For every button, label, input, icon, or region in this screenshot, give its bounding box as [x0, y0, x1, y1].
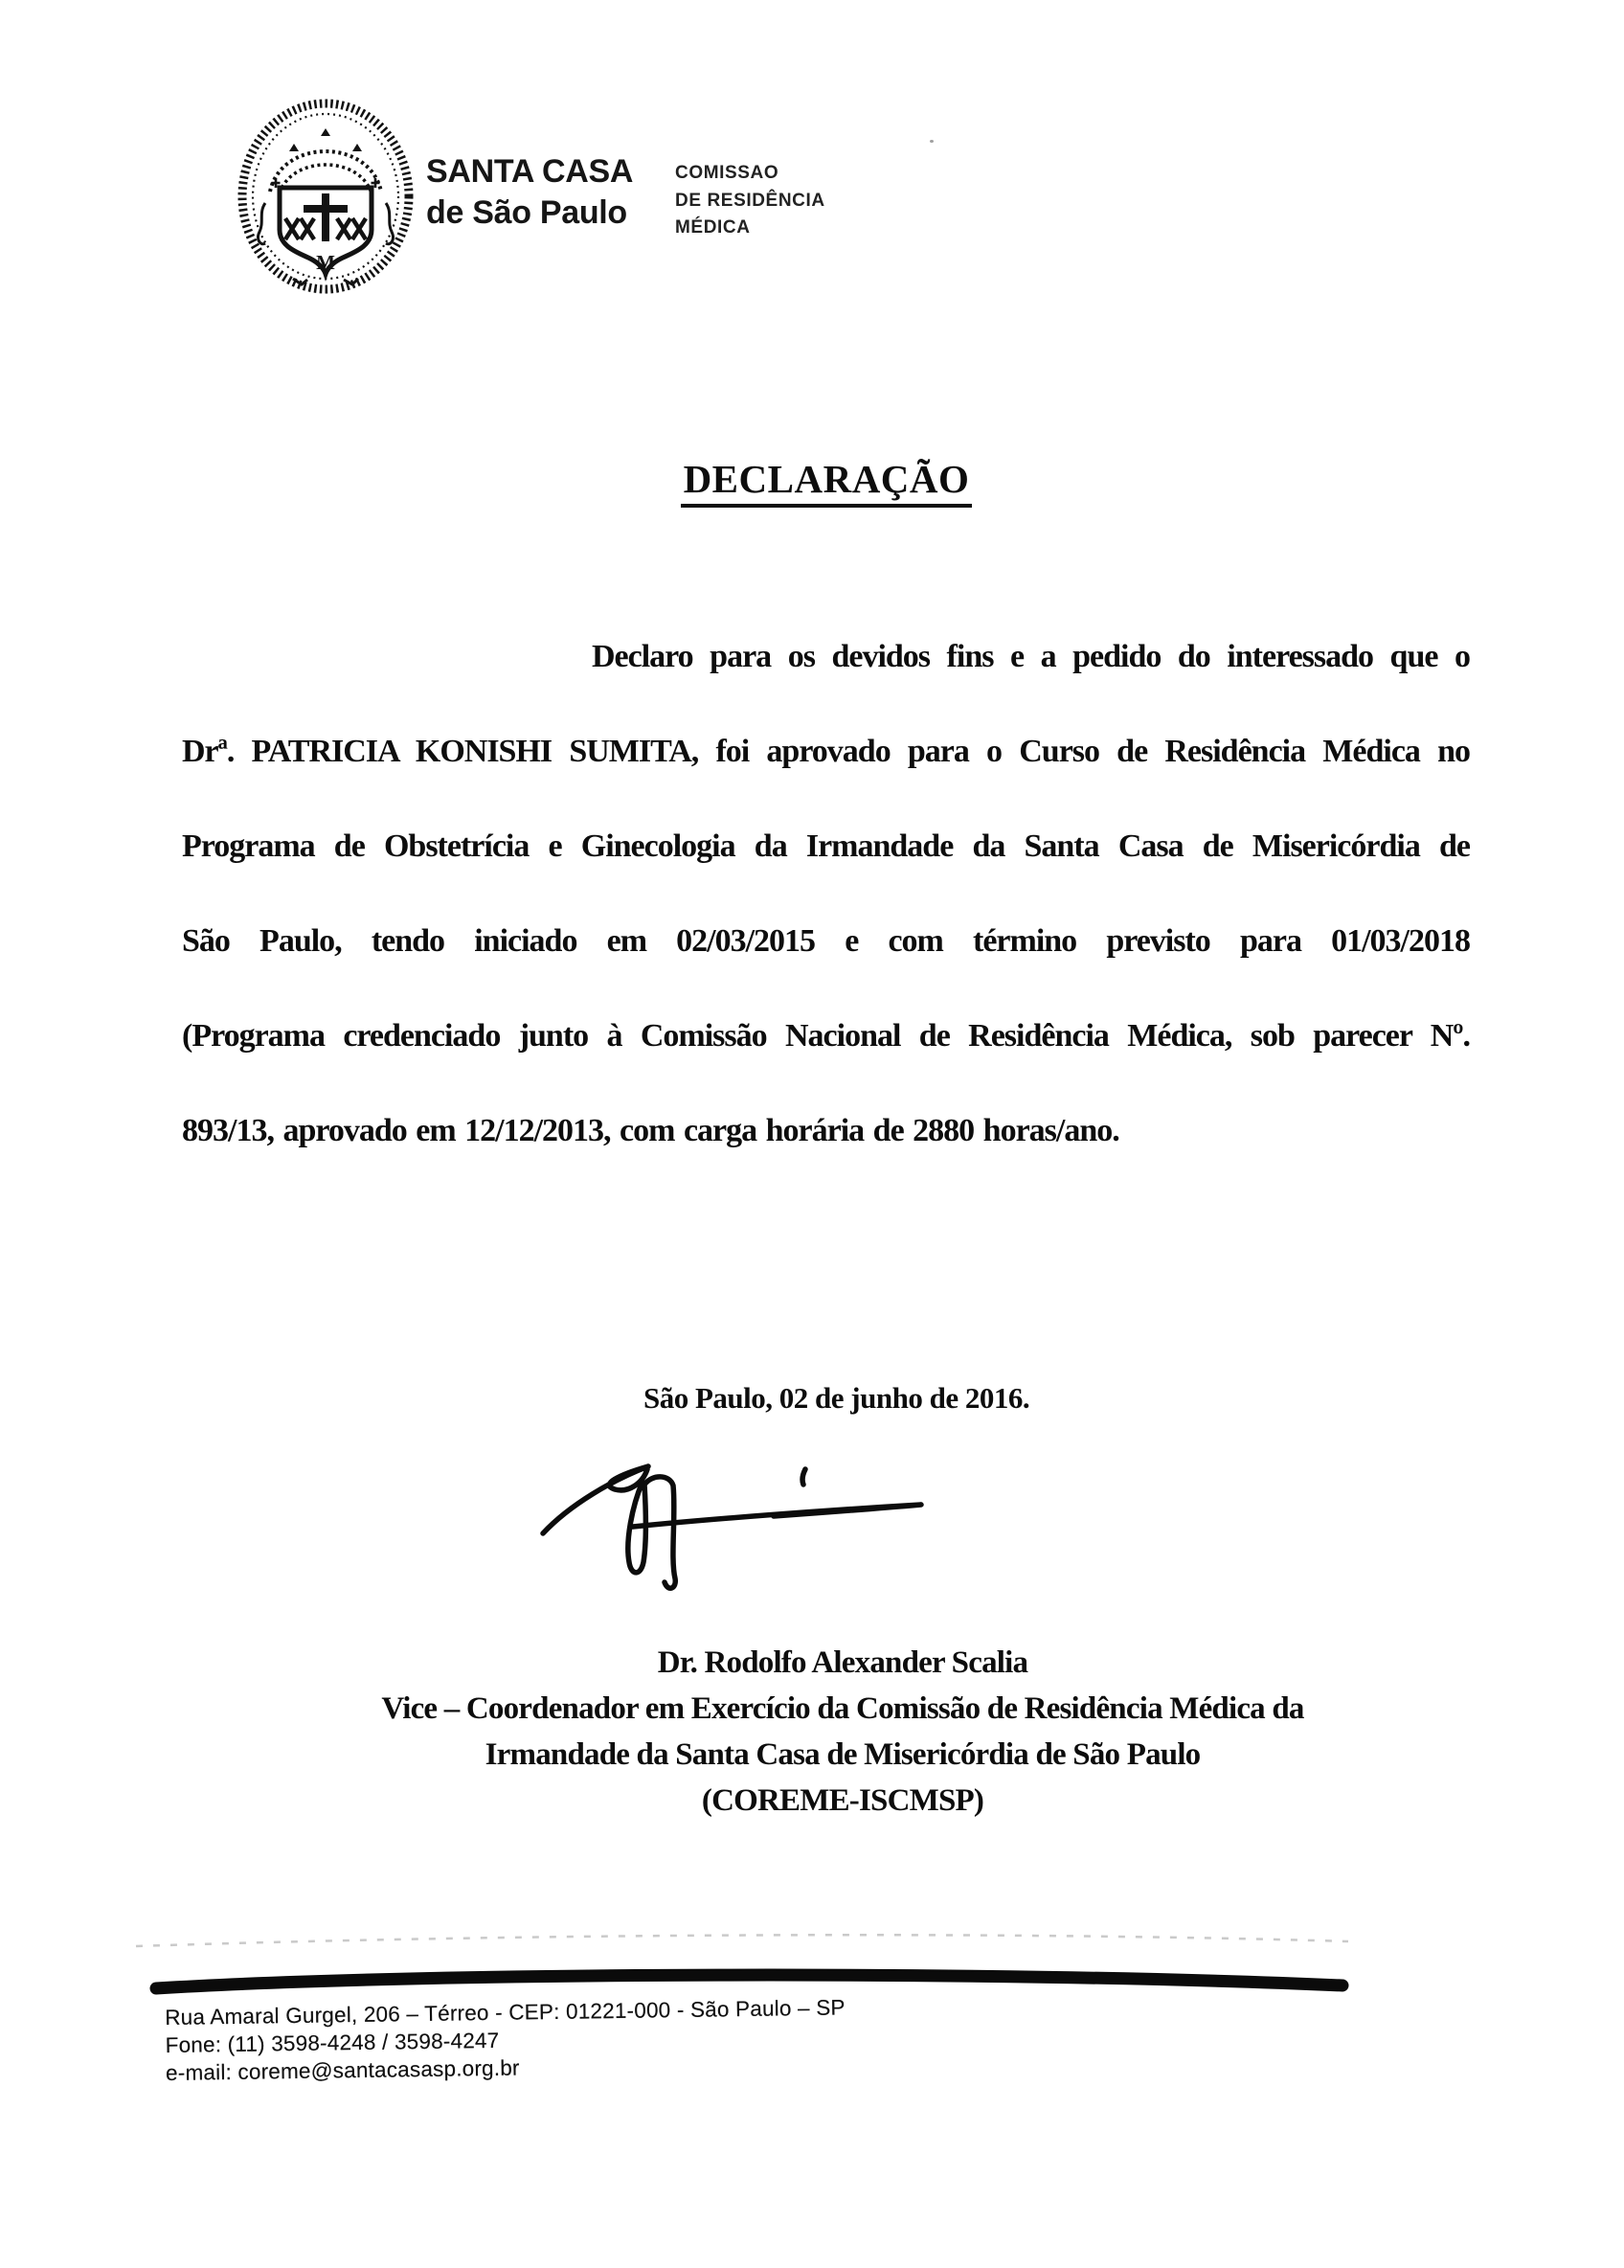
santa-casa-seal-icon	[234, 96, 417, 302]
paragraph-line-1: Declaro para os devidos fins e a pedido do interessado que o	[592, 639, 1470, 674]
footer-email: e-mail: coreme@santacasasp.org.br	[165, 2055, 520, 2085]
department-line3: MÉDICA	[675, 217, 751, 238]
department-line2: DE RESIDÊNCIA	[675, 190, 825, 211]
signer-role-2: Irmandade da Santa Casa de Misericórdia de São Paulo	[485, 1737, 1201, 1772]
footer-contact-block	[165, 1993, 846, 2087]
date-line: São Paulo, 02 de junho de 2016.	[643, 1381, 1030, 1415]
svg-text:M: M	[316, 251, 335, 274]
department-line1: COMISSAO	[675, 163, 779, 183]
paragraph-line-3: Programa de Obstetrícia e Ginecologia da Irmandade da Santa Casa de Misericórdia de	[182, 828, 1470, 864]
organization-name-line1: SANTA CASA	[426, 153, 634, 190]
paragraph-line-5: (Programa credenciado junto à Comissão Nacional de Residência Médica, sob parecer Nº.	[182, 1018, 1470, 1054]
paragraph-line-6: 893/13, aprovado em 12/12/2013, com carga horária de 2880 horas/ano.	[182, 1113, 1119, 1148]
handwritten-signature	[527, 1441, 938, 1609]
organization-name-line2: de São Paulo	[426, 194, 627, 231]
document-title-row	[14, 456, 1624, 508]
scan-speck	[930, 140, 934, 143]
organization-name	[426, 151, 633, 234]
department-name	[675, 160, 825, 242]
signer-role-3: (COREME-ISCMSP)	[701, 1783, 984, 1818]
paragraph-line-2: Drª. PATRICIA KONISHI SUMITA, foi aprovado para o Curso de Residência Médica no	[182, 734, 1470, 769]
signer-role-1: Vice – Coordenador em Exercício da Comissão de Residência Médica da	[381, 1691, 1304, 1726]
document-title: DECLARAÇÃO	[681, 456, 973, 508]
footer-address: Rua Amaral Gurgel, 206 – Térreo - CEP: 01221-000 - São Paulo – SP	[165, 1995, 846, 2030]
signer-block	[268, 1640, 1417, 1824]
footer-phone: Fone: (11) 3598-4248 / 3598-4247	[165, 2028, 500, 2057]
signer-name: Dr. Rodolfo Alexander Scalia	[657, 1645, 1028, 1680]
paragraph-line-4: São Paulo, tendo iniciado em 02/03/2015 e com término previsto para 01/03/2018	[182, 923, 1470, 959]
declaration-paragraph	[182, 636, 1470, 1205]
